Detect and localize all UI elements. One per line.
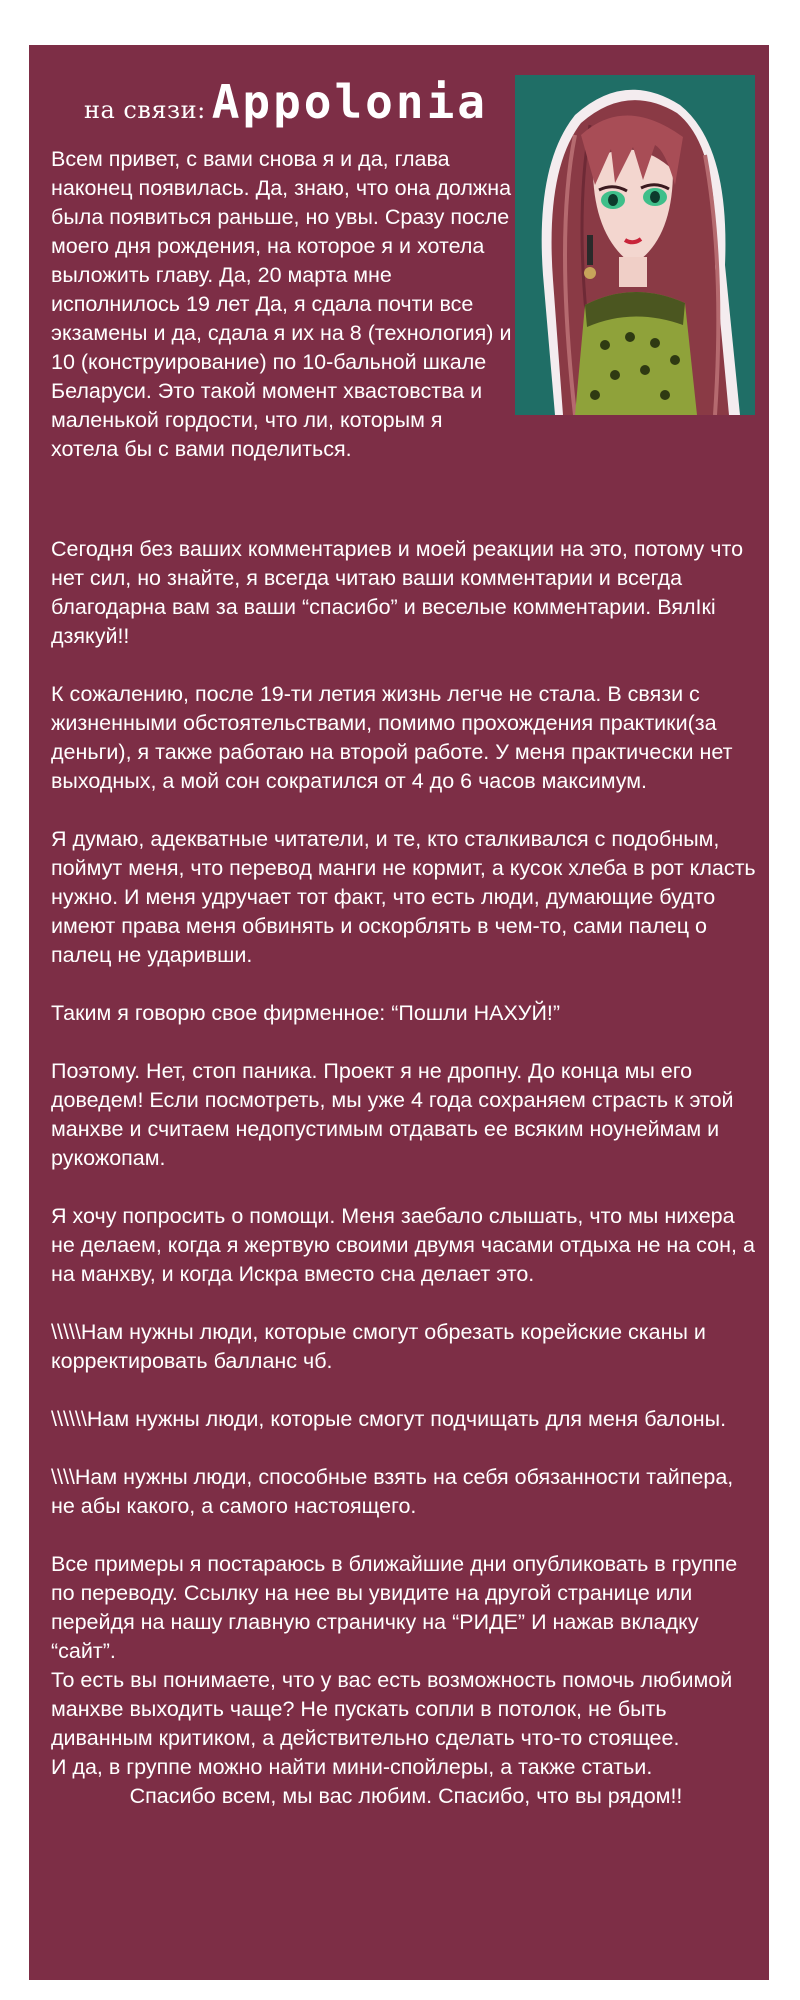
closing-paragraph: И да, в группе можно найти мини-спойлеры, а также статьи. [51, 1755, 653, 1779]
closing-paragraph: То есть вы понимаете, что у вас есть возможность помочь любимой манхве выходить чаще? Не пускать сопли в потолок, не быть диванным критиком, а действительно сделать что-то стоящее. [51, 1668, 733, 1750]
paragraph: Таким я говорю свое фирменное: “Пошли НАХУЙ!” [51, 1001, 561, 1025]
paragraph: Сегодня без ваших комментариев и моей реакции на это, потому что нет сил, но знайте, я всегда читаю ваши комментарии и всегда благодарна вам за ваши “спасибо” и веселые комментарии. ВялIкi дзякуй!! [51, 537, 744, 648]
request-item: \\\\\\Нам нужны люди, которые смогут подчищать для меня балоны. [51, 1407, 727, 1431]
anime-girl-portrait-icon [515, 75, 755, 415]
paragraph: Я хочу попросить о помощи. Меня заебало слышать, что мы нихера не делаем, когда я жертвую своими двумя часами отдыха не на сон, а на манхву, и когда Искра вместо сна делает это. [51, 1204, 755, 1286]
author-header [84, 75, 504, 131]
request-item: \\\\\Нам нужны люди, которые смогут обрезать корейские сканы и корректировать балланс чб. [51, 1320, 706, 1373]
paragraph: Поэтому. Нет, стоп паника. Проект я не дропну. До конца мы его доведем! Если посмотреть, мы уже 4 года сохраняем страсть к этой манхве и считаем недопустимым отдавать ее всяким ноунеймам и рукожопам. [51, 1059, 734, 1170]
author-prefix: на связи: [84, 96, 206, 124]
paragraph: К сожалению, после 19-ти летия жизнь легче не стала. В связи с жизненными обстоятельствами, помимо прохождения практики(за деньги), я также работаю на второй работе. У меня практически нет выходных, а мой сон сократился от 4 до 6 часов максимум. [51, 682, 733, 793]
intro-paragraph: Всем привет, с вами снова я и да, глава наконец появилась. Да, знаю, что она должна была появиться раньше, но увы. Сразу после моего дня рождения, на которое я и хотела выложить главу. Да, 20 марта мне исполнилось 19 лет Да, я сдала почти все экзамены и да, сдала я их на 8 (технология) и 10 (конструирование) по 10-бальной шкале Беларуси. Это такой момент хвастовства и маленькой гордости, что ли, которым я хотела бы с вами поделиться. [51, 147, 512, 461]
request-item: \\\\Нам нужны люди, способные взять на себя обязанности тайпера, не абы какого, а самого настоящего. [51, 1465, 734, 1518]
announcement-card [29, 45, 769, 1980]
closing-paragraph: Все примеры я постараюсь в ближайшие дни опубликовать в группе по переводу. Ссылку на нее вы увидите на другой странице или перейдя на нашу главную страничку на “РИДЕ” И нажав вкладку “сайт”. [51, 1552, 738, 1663]
portrait-illustration [515, 75, 755, 415]
article-body [51, 535, 761, 1811]
paragraph: Я думаю, адекватные читатели, и те, кто сталкивался с подобным, поймут меня, что перевод манги не кормит, а кусок хлеба в рот класть нужно. И меня удручает тот факт, что есть люди, думающие будто имеют права меня обвинять и оскорблять в чем-то, сами палец о палец не ударивши. [51, 827, 756, 967]
author-name: Appolonia [211, 75, 488, 129]
signoff: Спасибо всем, мы вас любим. Спасибо, что вы рядом!! [129, 1784, 683, 1808]
